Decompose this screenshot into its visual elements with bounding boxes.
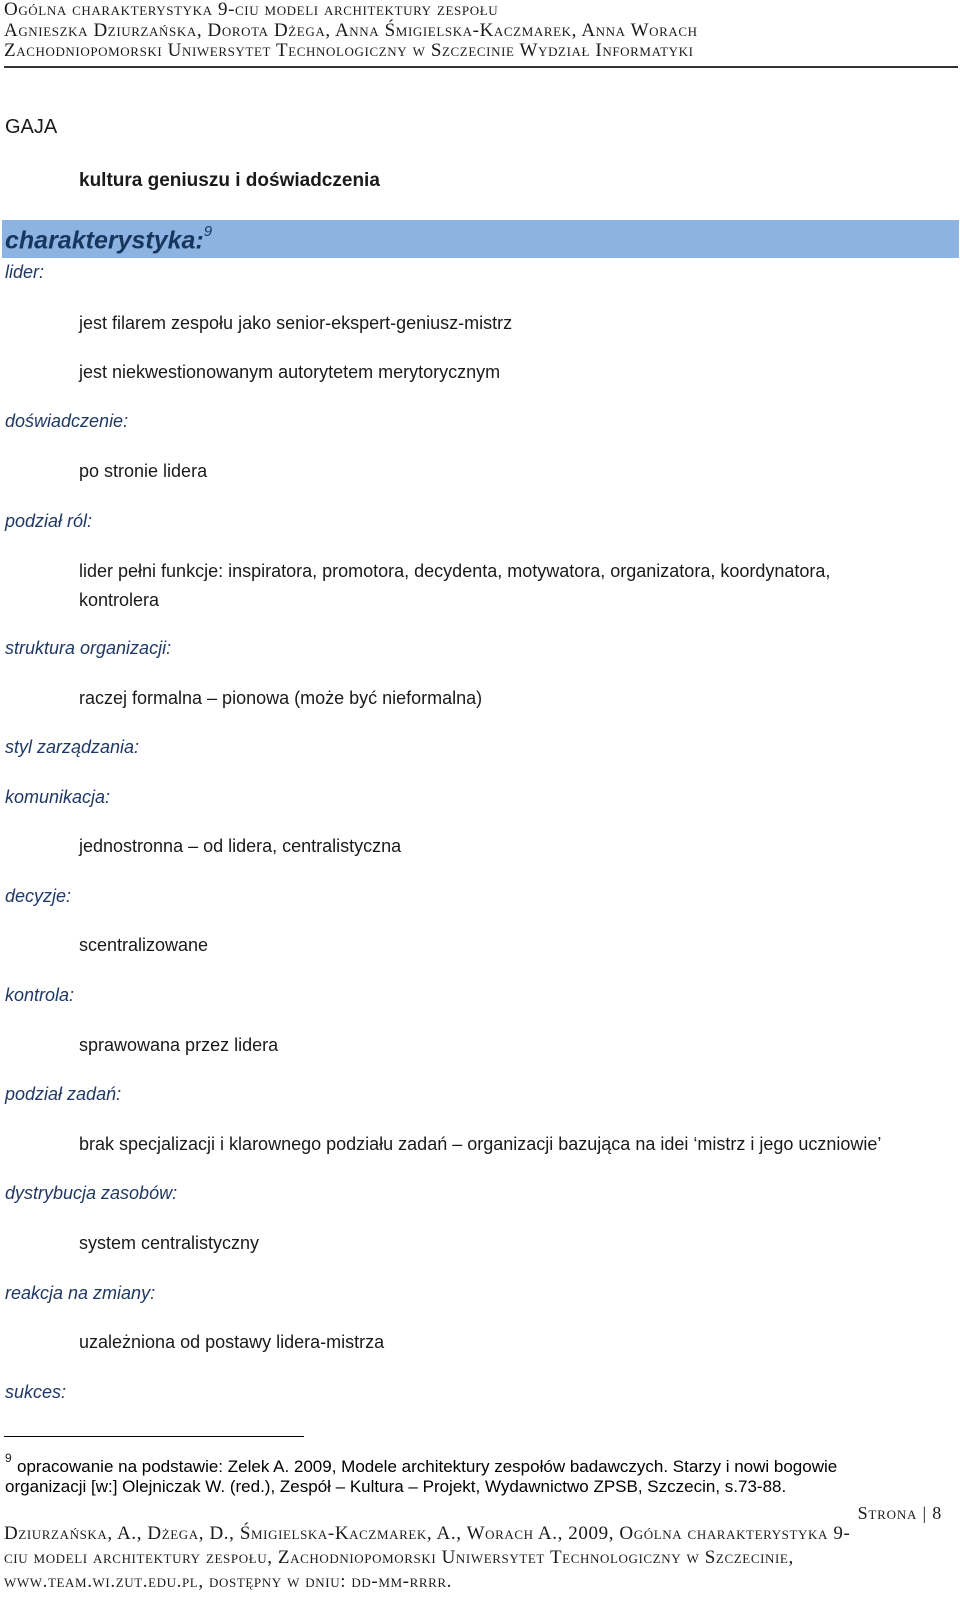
label-kontrola: kontrola: <box>5 985 75 1005</box>
citation-footer <box>4 1522 958 1594</box>
footnote-separator <box>4 1436 304 1437</box>
header-authors: Agnieszka Dziurzańska, Dorota Dżega, Anna Śmigielska-Kaczmarek, Anna Worach <box>4 19 698 41</box>
value-dystrybucja: system centralistyczny <box>79 1233 260 1253</box>
value-kontrola: sprawowana przez lidera <box>79 1035 279 1055</box>
label-decyzje: decyzje: <box>5 886 72 906</box>
label-dystrybucja: dystrybucja zasobów: <box>5 1183 178 1203</box>
value-podzial-zadan: brak specjalizacji i klarownego podziału zadań – organizacji bazująca na idei ‘mistrz i jego uczniowie’ <box>79 1134 882 1154</box>
footnote-line-1: opracowanie na podstawie: Zelek A. 2009, Modele architektury zespołów badawczych. Starzy i nowi bogowie <box>17 1457 838 1476</box>
header-title: Ogólna charakterystyka 9-ciu modeli architektury zespołu <box>4 0 499 20</box>
characteristics-title <box>5 223 213 255</box>
label-struktura: struktura organizacji: <box>5 638 172 658</box>
value-struktura: raczej formalna – pionowa (może być nieformalna) <box>79 688 483 708</box>
page-number: Strona | 8 <box>857 1503 942 1523</box>
label-sukces: sukces: <box>5 1382 67 1402</box>
value-komunikacja: jednostronna – od lidera, centralistyczna <box>79 836 402 856</box>
header-institution: Zachodniopomorski Uniwersytet Technologiczny w Szczecinie Wydział Informatyki <box>4 40 694 61</box>
value-reakcja: uzależniona od postawy lidera-mistrza <box>79 1332 385 1352</box>
label-lider: lider: <box>5 262 45 282</box>
value-doswiadczenie: po stronie lidera <box>79 461 208 481</box>
value-lider-1: jest filarem zespołu jako senior-ekspert-geniusz-mistrz <box>79 313 513 333</box>
label-podzial-rol: podział ról: <box>5 511 93 531</box>
value-podzial-rol-1: lider pełni funkcje: inspiratora, promotora, decydenta, motywatora, organizatora, koordynatora, <box>79 561 831 581</box>
label-podzial-zadan: podział zadań: <box>5 1084 122 1104</box>
header-divider <box>4 66 958 68</box>
citation-line-2: ciu modeli architektury zespołu, Zachodniopomorski Uniwersytet Technologiczny w Szczecinie, <box>4 1547 794 1568</box>
document-header <box>4 0 958 62</box>
label-styl-zarzadzania: styl zarządzania: <box>5 737 140 757</box>
culture-heading: kultura geniuszu i doświadczenia <box>79 170 380 191</box>
label-komunikacja: komunikacja: <box>5 787 111 807</box>
footnote-reference: 9 <box>203 223 213 240</box>
characteristics-title-text: charakterystyka: <box>5 226 204 255</box>
value-podzial-rol-2: kontrolera <box>79 590 160 610</box>
value-lider-2: jest niekwestionowanym autorytetem merytorycznym <box>79 362 501 382</box>
footnote-line-2: organizacji [w:] Olejniczak W. (red.), Zespół – Kultura – Projekt, Wydawnictwo ZPSB, Szczecin, s.73-88. <box>5 1477 787 1496</box>
citation-line-1: Dziurzańska, A., Dżega, D., Śmigielska-Kaczmarek, A., Worach A., 2009, Ogólna charakterystyka 9- <box>4 1523 851 1544</box>
label-doswiadczenie: doświadczenie: <box>5 411 129 431</box>
footnote-number: 9 <box>5 1451 12 1465</box>
value-decyzje: scentralizowane <box>79 935 209 955</box>
label-reakcja: reakcja na zmiany: <box>5 1283 156 1303</box>
section-name: GAJA <box>5 116 58 138</box>
citation-line-3: www.team.wi.zut.edu.pl, dostępny w dniu: dd-mm-rrrr. <box>4 1571 453 1592</box>
